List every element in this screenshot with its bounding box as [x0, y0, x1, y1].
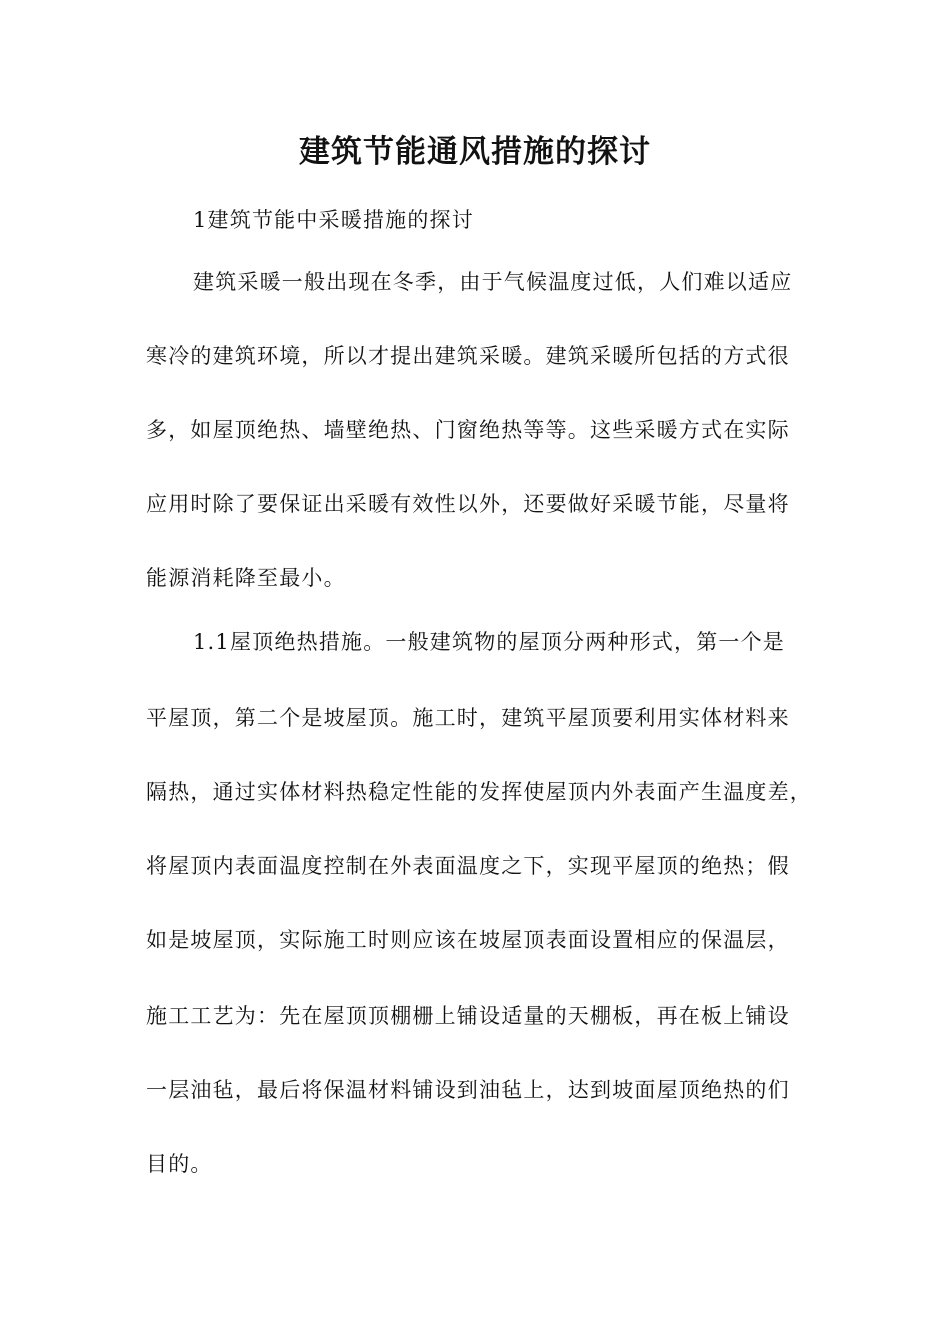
- section-heading: 1建筑节能中采暖措施的探讨: [193, 208, 474, 232]
- paragraph-line: 将屋顶内表面温度控制在外表面温度之下，实现平屋顶的绝热；假: [146, 854, 790, 878]
- paragraph-line: 应用时除了要保证出采暖有效性以外，还要做好采暖节能，尽量将: [146, 492, 790, 516]
- paragraph-line: 如是坡屋顶，实际施工时则应该在坡屋顶表面设置相应的保温层，: [146, 928, 790, 952]
- paragraph-line: 目的。: [146, 1152, 213, 1176]
- paragraph-line: 1.1屋顶绝热措施。一般建筑物的屋顶分两种形式，第一个是: [193, 630, 785, 654]
- paragraph-line: 能源消耗降至最小。: [146, 566, 346, 590]
- paragraph-line: 施工工艺为：先在屋顶顶棚栅上铺设适量的天棚板，再在板上铺设: [146, 1004, 790, 1028]
- paragraph-line: 一层油毡，最后将保温材料铺设到油毡上，达到坡面屋顶绝热的们: [146, 1078, 790, 1102]
- paragraph-line: 寒冷的建筑环境，所以才提出建筑采暖。建筑采暖所包括的方式很: [146, 344, 790, 368]
- paragraph-line: 隔热，通过实体材料热稳定性能的发挥使屋顶内外表面产生温度差，: [146, 780, 812, 804]
- paragraph-line: 平屋顶，第二个是坡屋顶。施工时，建筑平屋顶要利用实体材料来: [146, 706, 790, 730]
- paragraph-line: 多，如屋顶绝热、墙壁绝热、门窗绝热等等。这些采暖方式在实际: [146, 418, 790, 442]
- paragraph-line: 建筑采暖一般出现在冬季，由于气候温度过低，人们难以适应: [193, 270, 793, 294]
- document-title: 建筑节能通风措施的探讨: [299, 134, 651, 170]
